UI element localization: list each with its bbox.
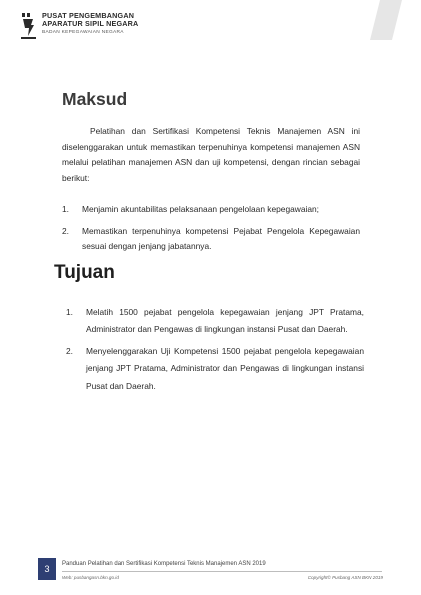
maksud-paragraph-text: Pelatihan dan Sertifikasi Kompetensi Teknis Manajemen ASN ini diselenggarakan untuk memastikan terpenuhinya kompetensi manajemen ASN melalui pelatihan manajemen ASN dan uji kompetensi, dengan rincian sebagai berikut: [62,126,360,183]
footer-website: Web: pusbangasn.bkn.go.id [62,575,119,580]
bkn-logo-icon [20,12,38,42]
list-item-number: 1. [62,204,69,214]
tujuan-list [66,304,364,395]
list-item [66,304,364,339]
section-title-maksud: Maksud [62,89,128,109]
list-item [66,343,364,395]
maksud-paragraph [62,124,360,186]
org-name-line2: APARATUR SIPIL NEGARA [42,19,139,28]
footer-copyright: Copyright© Pusbang ASN BKN 2019 [307,575,383,580]
org-name-line3: BADAN KEPEGAWAIAN NEGARA [42,30,124,35]
page-number-badge: 3 [38,558,56,580]
list-item [62,202,360,218]
list-item-text: Melatih 1500 pejabat pengelola kepegawaian jenjang JPT Pratama, Administrator dan Pengawas di lingkungan instansi Pusat dan Daerah. [86,307,364,335]
decorative-corner [370,0,402,40]
org-name-line1: PUSAT PENGEMBANGAN [42,11,135,20]
footer-title: Panduan Pelatihan dan Sertifikasi Kompetensi Teknis Manajemen ASN 2019 [62,561,266,567]
footer-divider [62,571,382,572]
list-item [62,224,360,255]
header [20,12,138,46]
list-item-number: 1. [66,307,73,317]
maksud-list [62,202,360,255]
list-item-text: Menjamin akuntabilitas pelaksanaan pengelolaan kepegawaian; [82,204,319,214]
list-item-text: Memastikan terpenuhinya kompetensi Pejabat Pengelola Kepegawaian sesuai dengan jenjang jabatannya. [82,225,360,252]
list-item-text: Menyelenggarakan Uji Kompetensi 1500 pejabat pengelola kepegawaian jenjang JPT Pratama, Administrator dan Pengawas di lingkungan instansi Pusat dan Daerah. [86,345,364,391]
section-title-tujuan: Tujuan [54,262,115,283]
list-item-number: 2. [66,345,73,356]
list-item-number: 2. [62,225,69,236]
